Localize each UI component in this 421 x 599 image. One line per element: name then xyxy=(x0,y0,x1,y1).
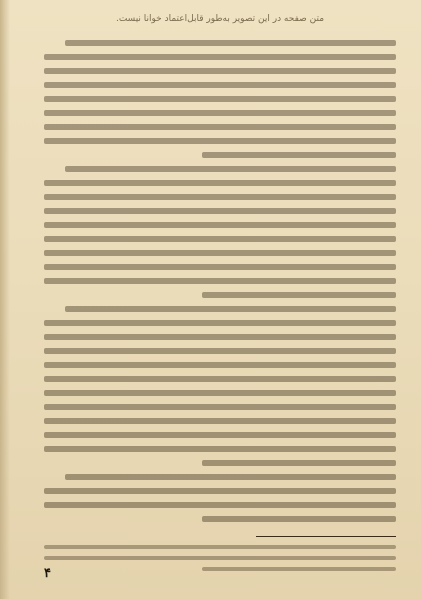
footnote-divider xyxy=(256,536,396,537)
main-text-area xyxy=(44,40,396,528)
unreadable-text-note: متن صفحه در این تصویر به‌طور قابل‌اعتماد خوانا نیست. xyxy=(115,14,325,24)
page-edge-shadow xyxy=(0,0,10,599)
paragraph-placeholder xyxy=(44,40,396,158)
paragraph-placeholder xyxy=(44,306,396,466)
page-number: ۴ xyxy=(44,566,51,581)
paragraph-placeholder xyxy=(44,474,396,522)
footnotes-area xyxy=(44,545,396,578)
paragraph-placeholder xyxy=(44,166,396,298)
